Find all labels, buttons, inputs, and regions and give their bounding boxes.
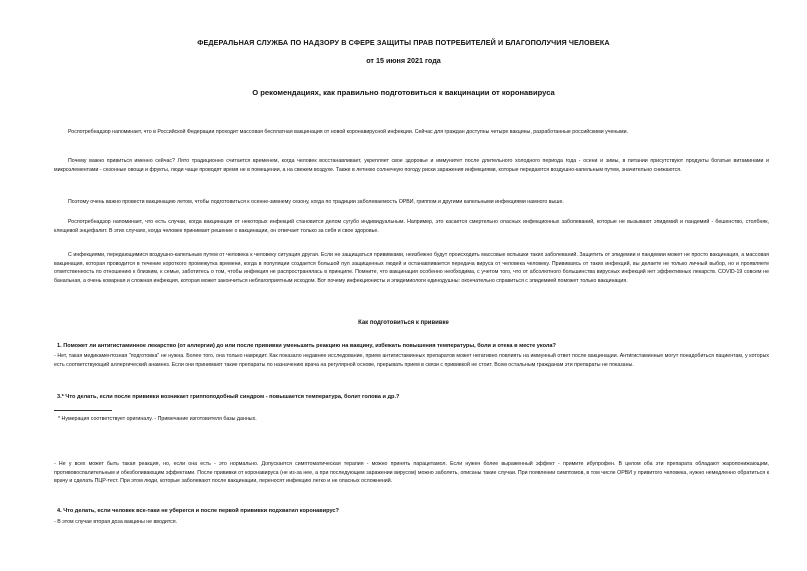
agency-header: ФЕДЕРАЛЬНАЯ СЛУЖБА ПО НАДЗОРУ В СФЕРЕ ЗАЩИТЫ ПРАВ ПОТРЕБИТЕЛЕЙ И БЛАГОПОЛУЧИЯ ЧЕЛОВЕКА (197, 38, 610, 47)
paragraph-individual-text: Роспотребнадзор напоминает, что есть случаи, когда вакцинация от некоторых инфекций становится делом сугубо индивидуальным. Например, это касается смертельно опасных инфекционных заболеваний, которые не вызывают эпидемий и пандемий - бешенство, столбняк, клещевой энцефалит. В этих случаях, когда человек принимает решение о вакцинации, он отвечает только за себя и свое здоровье. (54, 219, 769, 234)
question-3 (54, 394, 769, 400)
paragraph-intro-text: Роспотребнадзор напоминает, что в Российской Федерации проходит массовая бесплатная вакцинация от новой коронавирусной инфекции. Сейчас для граждан доступны четыре вакцины, разработанные российскими учеными. (68, 129, 629, 135)
document-title: О рекомендациях, как правильно подготовиться к вакцинации от коронавируса (252, 88, 555, 97)
question-1 (54, 343, 769, 349)
document-date: от 15 июня 2021 года (366, 56, 441, 65)
footnote-divider (54, 410, 112, 411)
footnote-text: * Нумерация соответствует оригиналу. - Примечание изготовителя базы данных. (58, 416, 257, 422)
answer-4: - В этом случае вторая доза вакцины не вводится. (54, 519, 178, 525)
question-4-text: 4. Что делать, если человек все-таки не уберегся и после первой прививки подхватил коронавирус? (57, 508, 339, 514)
question-4 (54, 508, 769, 514)
paragraph-intro (54, 128, 769, 137)
section-title: Как подготовиться к прививке (358, 320, 449, 326)
question-1-text: 1. Поможет ли антигистаминное лекарство (от аллергии) до или после прививки уменьшить реакцию на вакцину, избежать повышения температуры, боли и отека в месте укола? (57, 343, 556, 349)
answer-3: - Не у всех может быть такая реакция, но, если она есть - это нормально. Допускается симптоматическая терапия - можно принять парацетамол. Если нужен более выраженный эффект - примите ибупрофен. В целом оба эти препарата обладают жаропонижающим, противовоспалительным и обезболивающим эффектами. После прививки от коронавируса (не из-за нее, а при последующем заражении вирусом) можно заболеть, описаны такие случаи. При появлении симптомов, в том числе ОРВИ у привитого человека, нужно немедленно обратиться к врачу и сделать ПЦР-тест. При этом люди, которые заболевают после вакцинации, переносят инфекцию легко и не опасных осложнений. (54, 461, 769, 485)
paragraph-summer (54, 198, 769, 207)
question-3-text: 3.* Что делать, если после прививки возникает гриппоподобный синдром - повышается температура, болит голова и др.? (57, 394, 400, 400)
paragraph-why-now (54, 157, 769, 174)
paragraph-summer-text: Поэтому очень важно провести вакцинацию летом, чтобы подготовиться к осенне-зимнему сезону, когда по традиции заболеваемость ОРВИ, гриппом и другими капельными инфекциями намного выше. (68, 199, 564, 205)
answer-1: - Нет, такая медикаментозная "подготовка" не нужна. Более того, она только навредит. Как показало недавнее исследование, прием антигистаминных препаратов может негативно повлиять на иммунный ответ после вакцинации. Антигистаминные могут понадобиться пациентам, у которых есть соответствующий аллергический анамнез. Если они принимают такие препараты по назначению врача на регулярной основе, прерывать прием в связи с прививкой не стоит. Всем остальным гражданам эти препараты не показаны. (54, 353, 769, 368)
footnote (54, 416, 257, 422)
paragraph-why-now-text: Почему важно привиться именно сейчас? Лято традиционно считается временем, когда человек восстанавливает, укрепляет свое здоровье и иммунитет после длительного холодного периода года - осени и зимы, в питании присутствуют продукты богатые витаминами и микроэлементами - сезонные овощи и фрукты, люди чаще проводят время не в помещении, а на свежем воздухе. Также в летнюю солнечную погоду риски заражения инфекциями, которые передаются воздушно-капельным путем, значительно снижаются. (54, 158, 769, 173)
paragraph-airborne-text: С инфекциями, передающимися воздушно-капельным путем от человека к человеку ситуация другая. Если не защищаться прививками, неизбежно будут происходить массовые вспышки таких заболеваний. Защитить от эпидемии и пандемии может не просто вакцинация, а массовая вакцинация, которая проводится в течение короткого промежутка времени, когда в популяции создается большой пул защищенных людей и останавливается передача вируса от человека человеку. Прививаясь от таких инфекций, вы делаете не только личный выбор, но и проявляете ответственность по отношению к близким, к семье, заботитесь о том, чтобы инфекция не распространялась в принципе. Помните, что вакцинация особенно необходима, с учетом того, что от абсолютного большинства вирусных инфекций нет эффективных лекарств. COVID-19 совсем не банальная, а очень коварная и сложная инфекция, которая может закончиться неблагоприятным исходом. Вот почему инфекционисты и эпидемиологи единодушны: окончательно справиться с эпидемией поможет только вакцинация. (54, 252, 769, 284)
paragraph-individual (54, 218, 769, 235)
paragraph-airborne (54, 251, 769, 285)
